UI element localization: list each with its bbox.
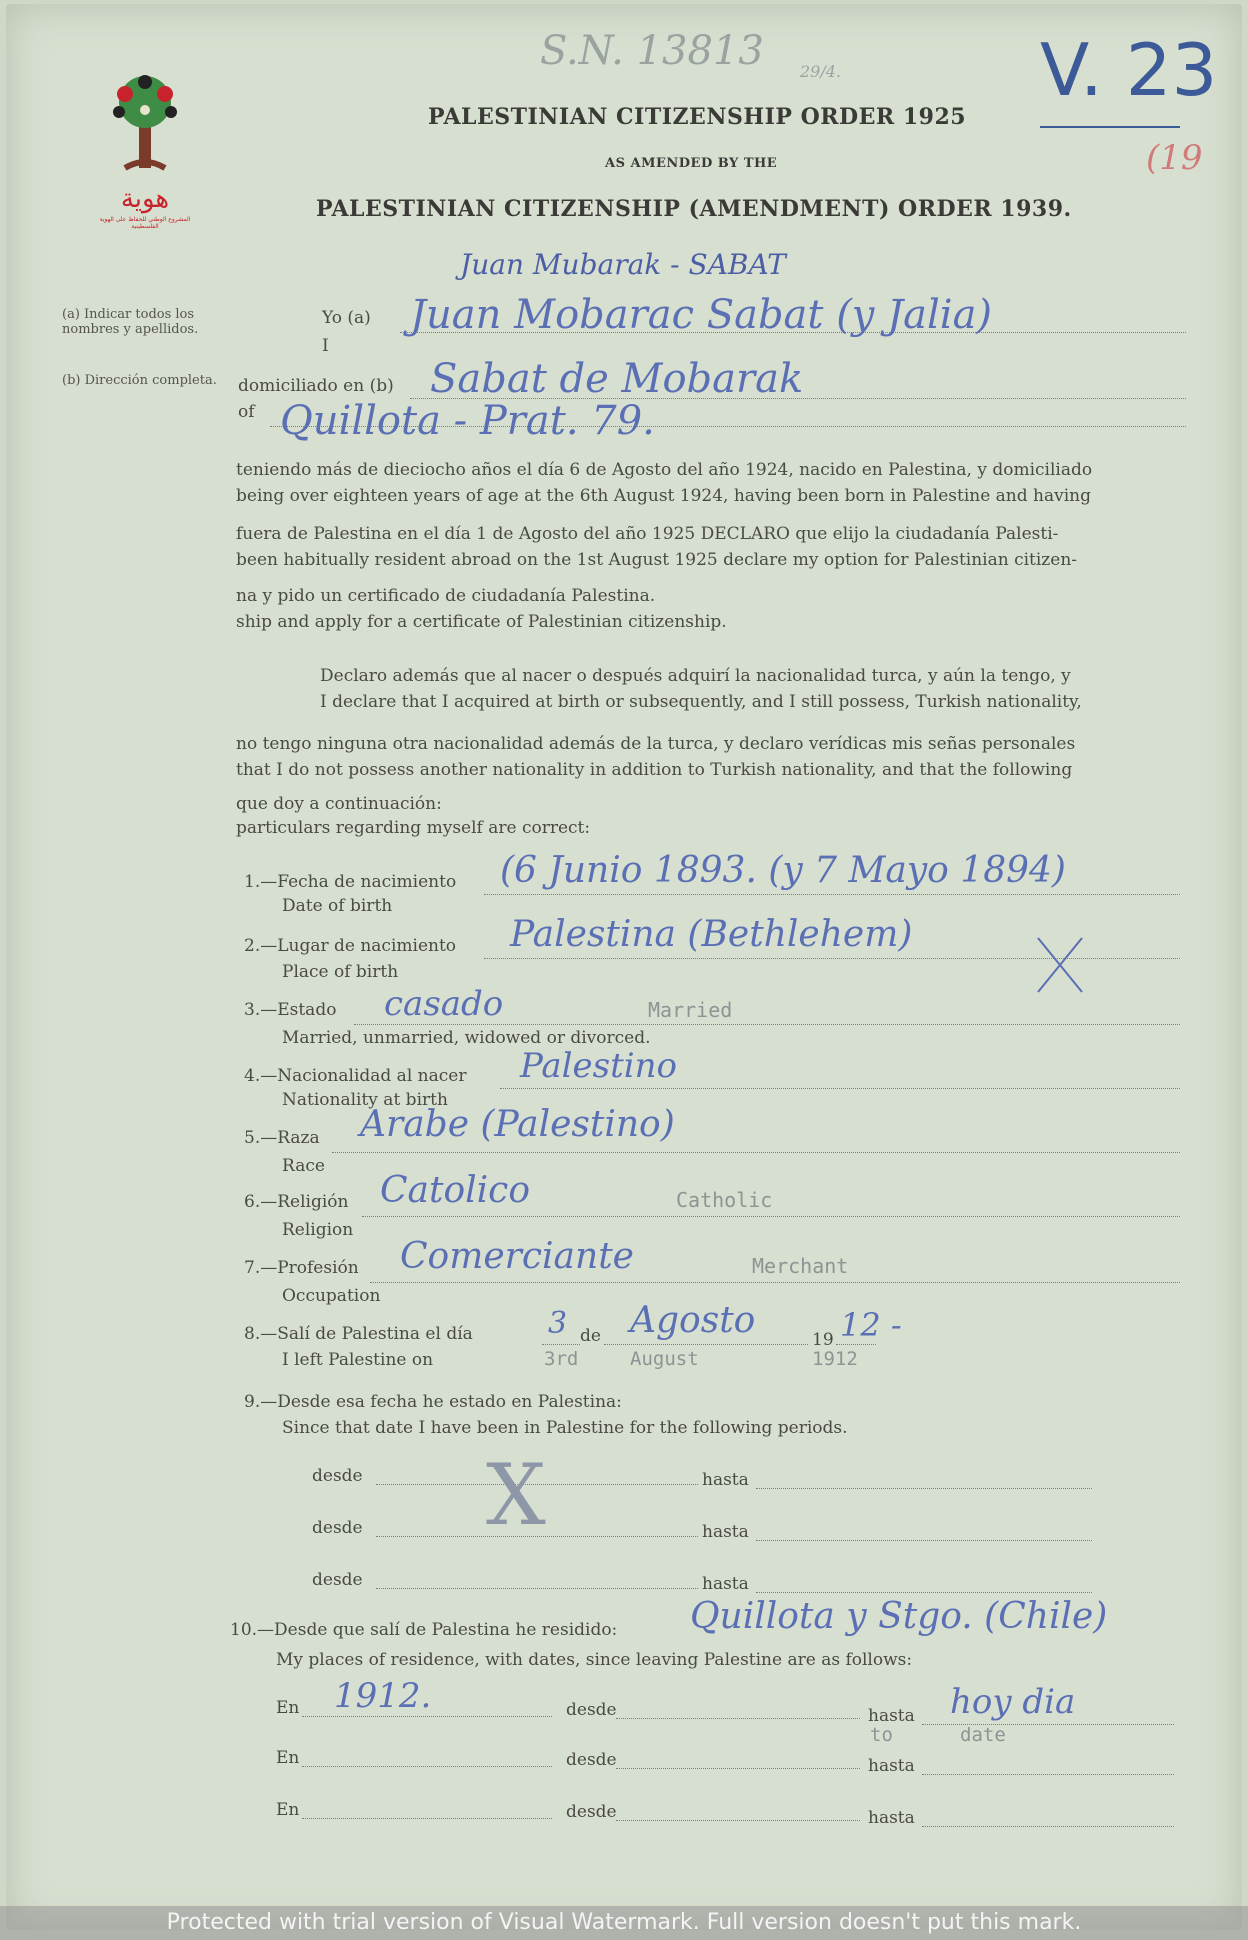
item-typed: Married [648,998,733,1022]
item-label-es: 6.—Religión [244,1192,349,1212]
residence-hasta-label: hasta [868,1808,915,1828]
item-label-es: 1.—Fecha de nacimiento [244,872,457,892]
p1-en-line2: been habitually resident abroad on the 1st August 1925 declare my option for Palestinian citizen- [236,550,1078,570]
residence-en-line [302,1716,552,1717]
left-month-typed: August [630,1348,699,1370]
item-line [370,1282,1180,1283]
item-label-es: 5.—Raza [244,1128,320,1148]
domicile-label: domiciliado en (b) [238,376,394,396]
item-handwritten: Palestina (Bethlehem) [510,914,913,955]
title-amendment: PALESTINIAN CITIZENSHIP (AMENDMENT) ORDER 1939. [316,196,1072,222]
of-label: of [238,402,255,422]
name-correction: Juan Mubarak - SABAT [460,248,786,281]
item-label-en: Date of birth [282,896,393,916]
address-handwritten: Quillota - Prat. 79. [280,398,655,444]
item-line [362,1216,1180,1217]
left-day-handwritten: 3 [548,1306,568,1341]
left-de-label: de [580,1326,601,1346]
logo-caption: المشروع الوطني للحفاظ على الهوية الفلسطينية [99,216,191,230]
item-label-en: Nationality at birth [282,1090,448,1110]
left-year-typed: 1912 [812,1348,858,1370]
item-handwritten: Catolico [380,1170,531,1211]
p2-es-line3: que doy a continuación: [236,794,442,814]
tree-logo-icon [95,72,195,182]
residence-label-en: My places of residence, with dates, since leaving Palestine are as follows: [276,1650,913,1670]
left-day-typed: 3rd [544,1348,579,1370]
item-label-en: Race [282,1156,325,1176]
i-label: I [322,336,329,356]
p2-en-line1: I declare that I acquired at birth or subsequently, and I still possess, Turkish nationality, [320,692,1082,712]
item-label-es: 3.—Estado [244,1000,337,1020]
residence-hasta-line [922,1826,1174,1827]
item-typed: Merchant [752,1254,849,1278]
residence-label-es: 10.—Desde que salí de Palestina he residido: [230,1620,618,1640]
item-typed: Catholic [676,1188,773,1212]
residence-hasta-line [922,1774,1174,1775]
residence-en-label: En [276,1800,300,1820]
period-desde-line [376,1588,698,1589]
residence-desde-line [616,1820,860,1821]
residence-en-line [302,1818,552,1819]
item-handwritten: (6 Junio 1893. (y 7 Mayo 1894) [500,850,1066,891]
left-label-es: 8.—Salí de Palestina el día [244,1324,473,1344]
period-hasta-label: hasta [702,1470,749,1490]
p1-en-line3: ship and apply for a certificate of Palestinian citizenship. [236,612,727,632]
left-day-line [542,1344,580,1345]
red-mark: (19 [1146,138,1203,178]
item-line [484,894,1180,895]
item-label-es: 2.—Lugar de nacimiento [244,936,457,956]
p2-en-line2: that I do not possess another nationality in addition to Turkish nationality, and that the following [236,760,1073,780]
period-cross-mark: X [486,1446,546,1544]
item-label-es: 7.—Profesión [244,1258,359,1278]
period-hasta-label: hasta [702,1574,749,1594]
p1-es-line2: fuera de Palestina en el día 1 de Agosto del año 1925 DECLARO que elijo la ciudadanía Palesti- [236,524,1059,544]
p2-en-line3: particulars regarding myself are correct: [236,818,591,838]
item-label-es: 4.—Nacionalidad al nacer [244,1066,467,1086]
residence-hasta-handwritten: hoy dia [950,1682,1076,1722]
period-hasta-line [756,1592,1092,1593]
volume-underline [1040,126,1180,128]
item-label-en: Place of birth [282,962,399,982]
residence-hasta-label: hasta [868,1706,915,1726]
logo-arabic: هوية [120,184,170,214]
domicile-handwritten: Sabat de Mobarak [430,356,804,402]
margin-note-a: (a) Indicar todos los nombres y apellidos. [62,307,199,337]
residence-en-label: En [276,1698,300,1718]
strike-icon [1030,930,1090,1000]
pencil-reference: S.N. 13813 [540,28,764,74]
logo [95,72,195,242]
residence-desde-label: desde [566,1700,617,1720]
item-line [354,1024,1180,1025]
p1-es-line1: teniendo más de dieciocho años el día 6 de Agosto del año 1924, nacido en Palestina, y domiciliado [236,460,1093,480]
p2-es-line1: Declaro además que al nacer o después adquirí la nacionalidad turca, y aún la tengo, y [320,666,1071,686]
period-hasta-line [756,1488,1092,1489]
periods-label-es: 9.—Desde esa fecha he estado en Palestina: [244,1392,622,1412]
item-label-en: Religion [282,1220,354,1240]
left-year-line [836,1344,876,1345]
period-desde-label: desde [312,1518,363,1538]
periods-label-en: Since that date I have been in Palestine for the following periods. [282,1418,848,1438]
left-month-handwritten: Agosto [630,1300,756,1341]
period-desde-label: desde [312,1570,363,1590]
pencil-date: 29/4. [800,62,842,81]
item-label-en: Married, unmarried, widowed or divorced. [282,1028,651,1048]
residence-desde-line [616,1718,860,1719]
item-handwritten: Palestino [520,1046,677,1086]
item-handwritten: Comerciante [400,1236,634,1277]
residence-year-handwritten: 1912. [334,1676,432,1716]
p1-en-line1: being over eighteen years of age at the 6th August 1924, having been born in Palestine and having [236,486,1091,506]
item-handwritten: Arabe (Palestino) [360,1104,675,1145]
watermark-banner: Protected with trial version of Visual Watermark. Full version doesn't put this mark. [0,1906,1248,1940]
p2-es-line2: no tengo ninguna otra nacionalidad además de la turca, y declaro verídicas mis señas personales [236,734,1076,754]
residence-handwritten: Quillota y Stgo. (Chile) [690,1596,1108,1637]
title-subtitle: AS AMENDED BY THE [605,156,778,171]
residence-desde-label: desde [566,1750,617,1770]
item-label-en: Occupation [282,1286,381,1306]
title-main: PALESTINIAN CITIZENSHIP ORDER 1925 [428,104,967,130]
period-desde-label: desde [312,1466,363,1486]
period-hasta-label: hasta [702,1522,749,1542]
left-year-handwritten: 12 - [840,1306,902,1344]
name-handwritten: Juan Mobarac Sabat (y Jalia) [410,292,993,338]
yo-label: Yo (a) [322,308,371,328]
residence-en-label: En [276,1748,300,1768]
p1-es-line3: na y pido un certificado de ciudadanía Palestina. [236,586,656,606]
item-line [500,1088,1180,1089]
residence-hasta-typed-to: to [870,1724,893,1746]
period-hasta-line [756,1540,1092,1541]
residence-hasta-typed-date: date [960,1724,1006,1746]
left-year-prefix: 19 [812,1330,834,1350]
residence-desde-line [616,1768,860,1769]
residence-en-line [302,1766,552,1767]
item-line [332,1152,1180,1153]
left-label-en: I left Palestine on [282,1350,434,1370]
residence-hasta-label: hasta [868,1756,915,1776]
volume-mark: V. 23 [1040,28,1218,112]
left-month-line [604,1344,808,1345]
margin-note-b: (b) Dirección completa. [62,373,217,388]
residence-desde-label: desde [566,1802,617,1822]
item-handwritten: casado [384,984,504,1024]
